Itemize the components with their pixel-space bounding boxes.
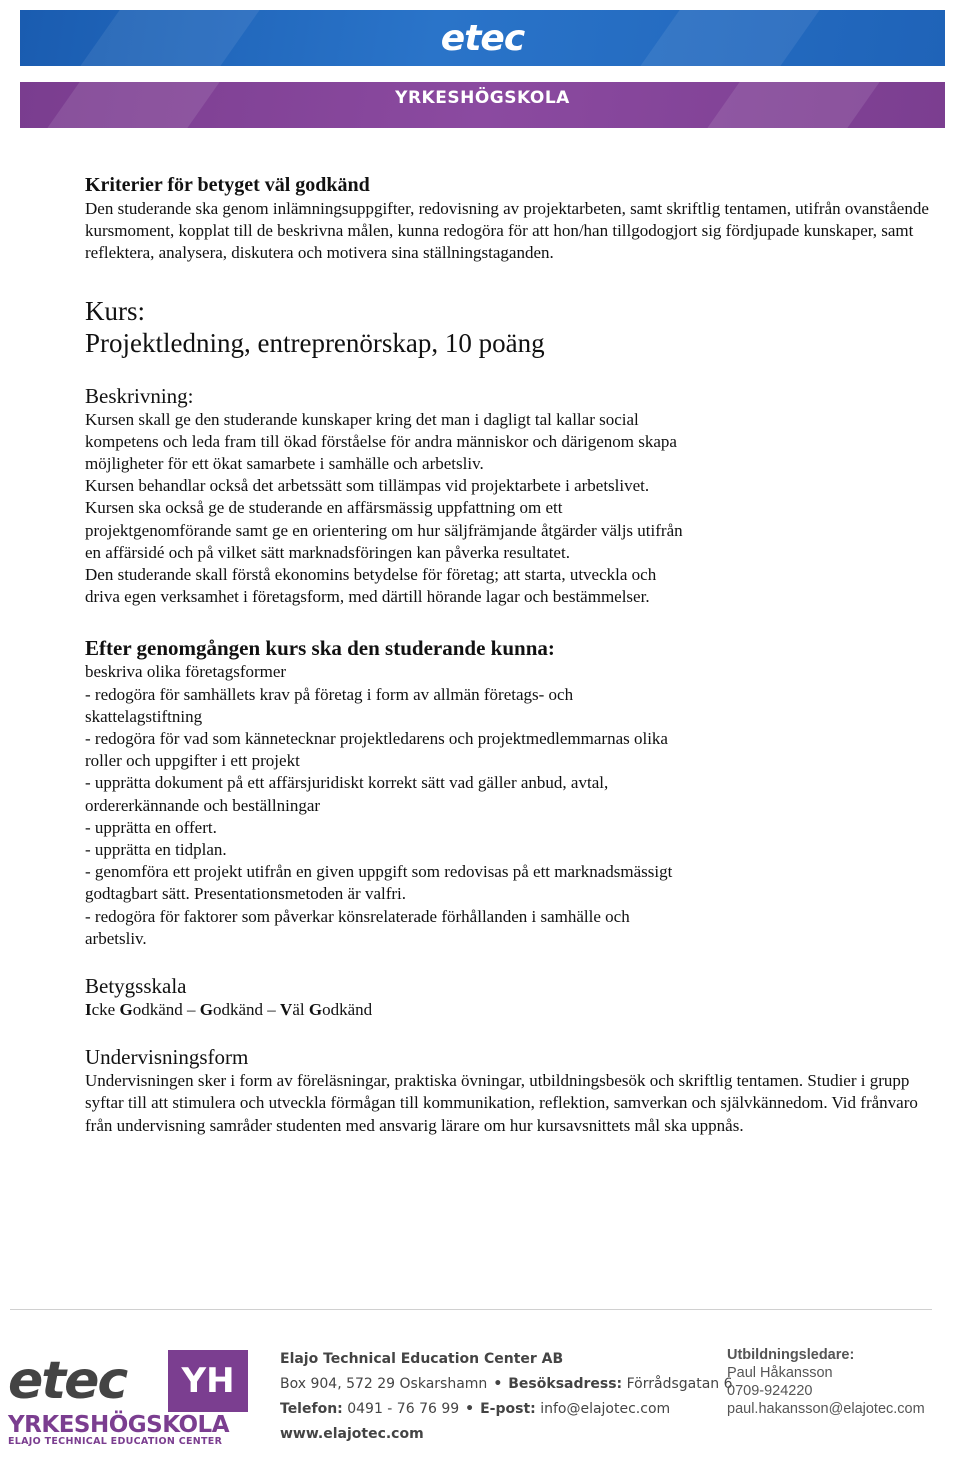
outcome-item: - upprätta dokument på ett affärsjuridiskt korrekt sätt vad gäller anbud, avtal, ordererkännande och beställningar	[85, 773, 609, 815]
contact-phone: 0709-924220	[727, 1383, 813, 1399]
description-paragraph: Den studerande skall förstå ekonomins betydelse för företag; att starta, utveckla och driva egen verksamhet i företagsform, med därtill hörande lagar och bestämmelser.	[85, 565, 657, 607]
footer-company-info: Elajo Technical Education Center AB Box 904, 572 29 Oskarshamn • Besöksadress: Förrådsgatan 6 Telefon: 0491 - 76 76 99 • E-post: info@elajotec.com www.elajotec.com	[280, 1351, 733, 1442]
website-link[interactable]: www.elajotec.com	[280, 1426, 424, 1442]
outcome-item: - redogöra för vad som kännetecknar projektledarens och projektmedlemmarnas olika roller och uppgifter i ett projekt	[85, 729, 668, 771]
grading-scale: Icke Godkänd – Godkänd – Väl Godkänd	[85, 1000, 373, 1020]
footer-divider	[10, 1309, 932, 1310]
outcome-item: beskriva olika företagsformer	[85, 662, 287, 682]
visit-address: Förrådsgatan 6	[626, 1376, 733, 1392]
outcome-item: - upprätta en offert.	[85, 817, 217, 837]
teaching-text: Undervisningen sker i form av föreläsningar, praktiska övningar, utbildningsbesök och skriftlig tentamen. Studier i grupp syftar till att stimulera och utveckla förmågan till kommunikation, reflektion, samverkan och självkännedom. Vid frånvaro från undervisning samråder studenten med ansvarig lärare om hur kursavsnittets mål ska uppnås.	[85, 1071, 918, 1135]
company-name: Elajo Technical Education Center AB	[280, 1351, 564, 1367]
contact-title: Utbildningsledare:	[727, 1347, 855, 1363]
visit-label: Besöksadress:	[508, 1376, 623, 1392]
email-address[interactable]: info@elajotec.com	[540, 1401, 671, 1417]
footer-logo	[8, 1350, 243, 1450]
footer-contact	[727, 1346, 947, 1418]
teaching-heading: Undervisningsform	[85, 1045, 249, 1070]
contact-name: Paul Håkansson	[727, 1365, 833, 1381]
phone-label: Telefon:	[280, 1401, 343, 1417]
postal-address: Box 904, 572 29 Oskarshamn	[280, 1376, 488, 1392]
footer-school-subtitle: ELAJO TECHNICAL EDUCATION CENTER	[8, 1436, 223, 1447]
grading-heading: Betygsskala	[85, 974, 187, 999]
description-paragraph: Kursen skall ge den studerande kunskaper kring det man i dagligt tal kallar social kompetens och leda fram till ökad förståelse för andra människor och därigenom skapa möjligheter för ett ökat samarbete i samhälle och arbetsliv.	[85, 409, 677, 474]
description-paragraph: Kursen behandlar också det arbetssätt som tillämpas vid projektarbete i arbetslivet.	[85, 476, 650, 496]
course-label: Kurs:	[85, 295, 145, 326]
outcome-item: - redogöra för faktorer som påverkar könsrelaterade förhållanden i samhälle och arbetsliv.	[85, 906, 630, 948]
criteria-heading: Kriterier för betyget väl godkänd	[85, 174, 370, 196]
school-name: YRKESHÖGSKOLA	[395, 88, 570, 108]
footer-school-name: YRKESHÖGSKOLA	[8, 1412, 230, 1438]
footer-yh-logo: YH	[168, 1350, 248, 1412]
outcomes-heading: Efter genomgången kurs ska den studerande kunna:	[85, 636, 555, 661]
outcome-item: - upprätta en tidplan.	[85, 840, 227, 860]
email-label: E-post:	[480, 1401, 536, 1417]
header-banner	[20, 10, 945, 128]
etec-logo: etec	[440, 18, 525, 59]
document-body	[85, 172, 945, 1137]
outcome-item: - redogöra för samhällets krav på företag i form av allmän företags- och skattelagstiftning	[85, 684, 574, 726]
description-paragraph: Kursen ska också ge de studerande en affärsmässig uppfattning om ett projektgenomförande samt ge en orientering om hur säljfrämjande åtgärder väljs utifrån en affärsidé och på vilket sätt marknadsföringen kan påverka resultatet.	[85, 498, 683, 562]
description-heading: Beskrivning:	[85, 383, 194, 408]
footer-etec-logo: etec	[8, 1351, 127, 1411]
contact-email[interactable]: paul.hakansson@elajotec.com	[727, 1401, 925, 1417]
phone-number: 0491 - 76 76 99	[347, 1401, 460, 1417]
outcome-item: - genomföra ett projekt utifrån en given uppgift som redovisas på ett marknadsmässigt godtagbart sätt. Presentationsmetoden är valfri.	[85, 862, 673, 904]
criteria-text: Den studerande ska genom inlämningsuppgifter, redovisning av projektarbeten, samt skriftlig tentamen, utifrån ovanstående kursmoment, kopplat till de beskrivna målen, kunna redogöra för att hon/han tillgodogjort sig fördjupade kunskaper, samt reflektera, analysera, diskutera och motivera sina ställningstaganden.	[85, 199, 929, 263]
course-title: Projektledning, entreprenörskap, 10 poäng	[85, 327, 545, 358]
